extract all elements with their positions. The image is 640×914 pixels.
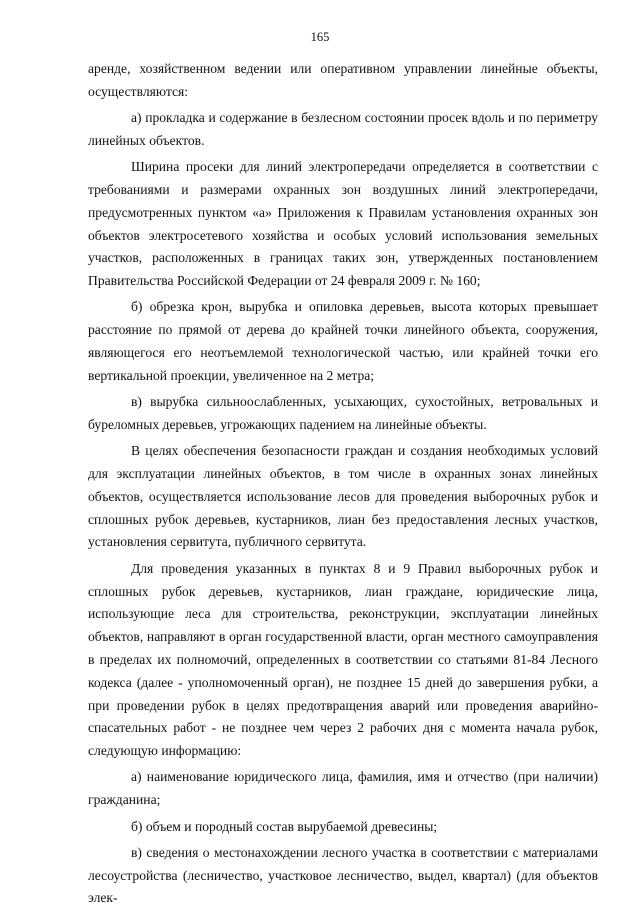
paragraph-6: В целях обеспечения безопасности граждан и создания необходимых условий для эксплуатации линейных объектов, в том числе в охранных зонах линейных объектов, осуществляется использование лесов для проведения выборочных рубок и сплошных рубок деревьев, кустарников, лиан без предоставления лесных участков, установления сервитута, публичного сервитута. (88, 443, 598, 550)
paragraph-1: аренде, хозяйственном ведении или оперативном управлении линейные объекты, осуществляются: (88, 61, 598, 99)
paragraph-5: в) вырубка сильноослабленных, усыхающих, сухостойных, ветровальных и буреломных деревьев, угрожающих падением на линейные объекты. (88, 394, 598, 432)
paragraph-7: Для проведения указанных в пунктах 8 и 9 Правил выборочных рубок и сплошных рубок деревьев, кустарников, лиан граждане, юридические лица, использующие леса для строительства, реконструкции, эксплуатации линейных объектов, направляют в орган государственной власти, орган местного самоуправления в пределах их полномочий, определенных в соответствии со статьями 81-84 Лесного кодекса (далее - уполномоченный орган), не позднее 15 дней до завершения рубки, а при проведении рубок в целях предотвращения аварий или проведения аварийно-спасательных работ - не позднее чем через 2 рабочих дня с момента начала рубок, следующую информацию: (88, 560, 598, 759)
paragraph-9: б) объем и породный состав вырубаемой древесины; (131, 818, 438, 834)
paragraph-10: в) сведения о местонахождении лесного участка в соответствии с материалами лесоустройства (лесничество, участковое лесничество, выдел, квартал) (для объектов элек- (88, 844, 598, 906)
body-text (88, 58, 598, 914)
paragraph-3: Ширина просеки для линий электропередачи определяется в соответствии с требованиями и размерами охранных зон воздушных линий электропередачи, предусмотренных пунктом «а» Приложения к Правилам установления охранных зон объектов электросетевого хозяйства и особых условий использования земельных участков, расположенных в границах таких зон, утвержденных постановлением Правительства Российской Федерации от 24 февраля 2009 г. № 160; (88, 159, 598, 289)
page-number: 165 (310, 30, 330, 44)
paragraph-4: б) обрезка крон, вырубка и опиловка деревьев, высота которых превышает расстояние по прямой от дерева до крайней точки линейного объекта, сооружения, являющегося его неотъемлемой технологической частью, или крайней точки его вертикальной проекции, увеличенное на 2 метра; (88, 299, 598, 383)
paragraph-8: а) наименование юридического лица, фамилия, имя и отчество (при наличии) гражданина; (88, 769, 598, 808)
paragraph-2: а) прокладка и содержание в безлесном состоянии просек вдоль и по периметру линейных объектов. (88, 110, 598, 148)
